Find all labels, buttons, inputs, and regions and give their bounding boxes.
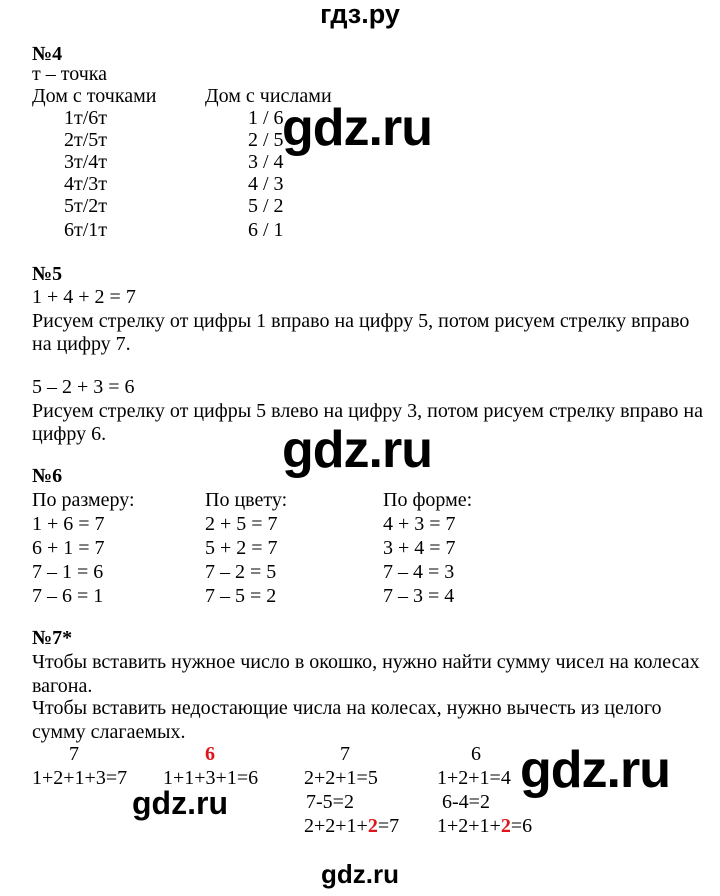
task6-shape-4: 7 – 3 = 4 (383, 585, 455, 607)
task6-col2-header: По цвету: (205, 489, 288, 511)
task4-col2-header: Дом с числами (205, 85, 332, 107)
task7-text2-line2: сумму слагаемых. (32, 721, 186, 743)
task7-text1-line2: вагона. (32, 675, 93, 697)
wagon3-sub: 7-5=2 (306, 791, 354, 813)
watermark: gdz.ru (282, 99, 432, 157)
watermark-footer: gdz.ru (321, 859, 399, 889)
wagon1-eq: 1+2+1+3=7 (32, 767, 128, 789)
task6-col1-header: По размеру: (32, 489, 135, 511)
task6-shape-1: 4 + 3 = 7 (383, 513, 456, 535)
task6-size-4: 7 – 6 = 1 (32, 585, 104, 607)
wagon4-eq: 1+2+1=4 (437, 767, 511, 789)
watermark: gdz.ru (520, 741, 670, 799)
wagon3-eq: 2+2+1=5 (304, 767, 378, 789)
wagon4-fill-missing: 2 (500, 815, 511, 837)
task5-eq1: 1 + 4 + 2 = 7 (32, 286, 136, 308)
site-header: гдз.ру (320, 0, 400, 29)
wagon4-sub: 6-4=2 (442, 791, 490, 813)
task6-size-3: 7 – 1 = 6 (32, 561, 104, 583)
wagon4-fill (437, 814, 532, 838)
wagon1-top: 7 (69, 743, 79, 765)
task6-color-3: 7 – 2 = 5 (205, 561, 277, 583)
task5-text2-line2: цифру 6. (32, 423, 107, 445)
task4-nums-2: 2 / 5 (248, 129, 284, 151)
task6-color-1: 2 + 5 = 7 (205, 513, 278, 535)
task6-title: №6 (32, 465, 63, 487)
task4-dots-5: 5т/2т (64, 195, 108, 217)
task5-title: №5 (32, 263, 63, 285)
task4-legend: т – точка (32, 63, 108, 85)
task5-text1-line1: Рисуем стрелку от цифры 1 вправо на цифру 5, потом рисуем стрелку вправо (32, 310, 690, 332)
task6-color-4: 7 – 5 = 2 (205, 585, 277, 607)
wagon2-top: 6 (205, 743, 215, 765)
wagon3-fill-suffix: =7 (377, 815, 400, 837)
task4-col1-header: Дом с точками (32, 85, 157, 107)
task4-nums-6: 6 / 1 (248, 219, 284, 241)
task5-text1-line2: на цифру 7. (32, 333, 131, 355)
task6-size-1: 1 + 6 = 7 (32, 513, 105, 535)
task4-dots-2: 2т/5т (64, 129, 108, 151)
task7-title: №7* (32, 627, 73, 649)
task6-shape-2: 3 + 4 = 7 (383, 537, 456, 559)
task6-col3-header: По форме: (383, 489, 473, 511)
wagon3-top: 7 (340, 743, 350, 765)
task4-dots-1: 1т/6т (64, 107, 108, 129)
wagon3-fill (304, 814, 399, 838)
watermark: gdz.ru (132, 785, 228, 821)
watermark: gdz.ru (282, 421, 432, 479)
task4-nums-5: 5 / 2 (248, 195, 284, 217)
task4-dots-4: 4т/3т (64, 173, 108, 195)
wagon3-fill-missing: 2 (367, 815, 378, 837)
wagon3-fill-prefix: 2+2+1+ (304, 815, 368, 837)
task7-text2-line1: Чтобы вставить недостающие числа на колесах, нужно вычесть из целого (32, 697, 662, 719)
task6-color-2: 5 + 2 = 7 (205, 537, 278, 559)
task5-text2-line1: Рисуем стрелку от цифры 5 влево на цифру 3, потом рисуем стрелку вправо на (32, 400, 704, 422)
task4-dots-6: 6т/1т (64, 219, 108, 241)
task4-nums-4: 4 / 3 (248, 173, 284, 195)
task4-dots-3: 3т/4т (64, 151, 108, 173)
task4-nums-1: 1 / 6 (248, 107, 284, 129)
task4-nums-3: 3 / 4 (248, 151, 284, 173)
task6-shape-3: 7 – 4 = 3 (383, 561, 455, 583)
wagon4-top: 6 (471, 743, 481, 765)
task7-text1-line1: Чтобы вставить нужное число в окошко, нужно найти сумму чисел на колесах (32, 651, 700, 673)
wagon4-fill-prefix: 1+2+1+ (437, 815, 501, 837)
task6-size-2: 6 + 1 = 7 (32, 537, 105, 559)
task5-eq2: 5 – 2 + 3 = 6 (32, 376, 135, 398)
task4-title: №4 (32, 43, 63, 65)
wagon4-fill-suffix: =6 (510, 815, 533, 837)
wagon2-eq: 1+1+3+1=6 (163, 767, 259, 789)
